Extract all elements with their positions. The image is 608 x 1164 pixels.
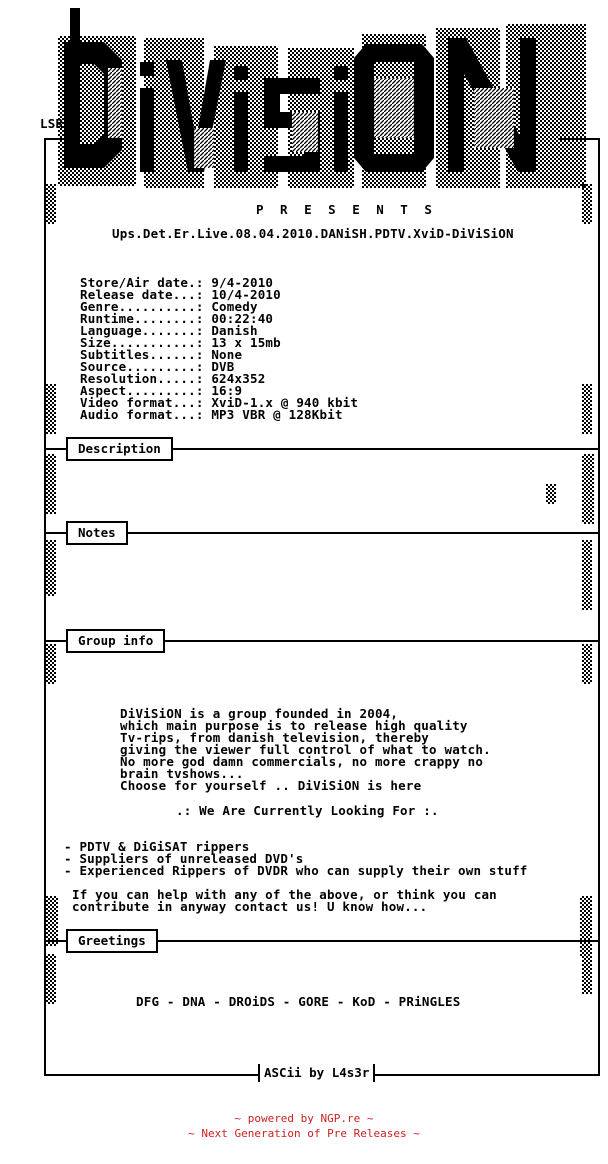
spec-line: Release date...: 10/4-2010 [80, 287, 281, 302]
logo-tag: LSR [40, 116, 64, 131]
list-item: - Suppliers of unreleased DVD's [64, 851, 304, 866]
list-item: - Experienced Rippers of DVDR who can supply their own stuff [64, 863, 528, 878]
list-item: - PDTV & DiGiSAT rippers [64, 839, 250, 854]
footer-tagline: ~ Next Generation of Pre Releases ~ [188, 1127, 420, 1140]
spec-line: Video format...: XviD-1.x @ 940 kbit [80, 395, 359, 410]
spec-line: Runtime........: 00:22:40 [80, 311, 274, 326]
contact-text: If you can help with any of the above, or think you can contribute in anyway contact us! U know how... [72, 887, 497, 914]
looking-for-heading: .: We Are Currently Looking For :. [176, 803, 439, 818]
greetings-label: Greetings [66, 929, 158, 953]
greetings-list: DFG - DNA - DROiDS - GORE - KoD - PRiNGLES [136, 994, 461, 1009]
frame-top-right [560, 138, 598, 140]
spec-line: Audio format...: MP3 VBR @ 128Kbit [80, 407, 343, 422]
group-info-text: DiViSiON is a group founded in 2004, which main purpose is to release high quality Tv-rips, from danish television, thereby giving the viewer full control of what to watch. No more god damn commercials, no more crappy no brain tvshows... Choose for yourself .. DiViSiON is here [120, 706, 491, 793]
footer-powered-by: ~ powered by NGP.re ~ [234, 1112, 374, 1125]
spec-line: Aspect.........: 16:9 [80, 383, 243, 398]
spec-line: Store/Air date.: 9/4-2010 [80, 275, 274, 290]
ascii-credit: ASCii by L4s3r [258, 1064, 375, 1082]
release-name: Ups.Det.Er.Live.08.04.2010.DANiSH.PDTV.XviD-DiViSiON [112, 226, 514, 241]
spec-line: Subtitles......: None [80, 347, 243, 362]
presents-heading: P R E S E N T S [256, 202, 437, 217]
description-label: Description [66, 437, 173, 461]
spec-line: Resolution.....: 624x352 [80, 371, 266, 386]
spec-line: Source.........: DVB [80, 359, 235, 374]
frame-top-left [44, 138, 64, 140]
spec-line: Genre..........: Comedy [80, 299, 258, 314]
spec-line: Language.......: Danish [80, 323, 258, 338]
spec-line: Size...........: 13 x 15mb [80, 335, 281, 350]
group-info-label: Group info [66, 629, 165, 653]
notes-label: Notes [66, 521, 128, 545]
dither-decorations [46, 184, 596, 1104]
